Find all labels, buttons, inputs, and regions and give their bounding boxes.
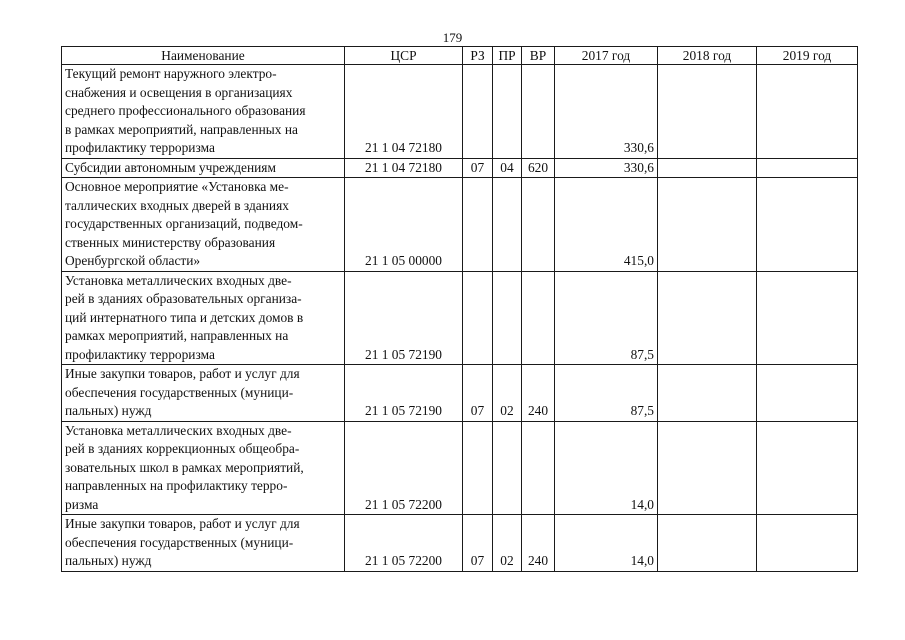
cell-2017: 415,0 bbox=[555, 178, 658, 272]
cell-name: Основное мероприятие «Установка ме- таллических входных дверей в зданиях государственных организаций, подведом- ственных министерству образования Оренбургской области» bbox=[62, 178, 345, 272]
cell-2019 bbox=[757, 65, 858, 159]
cell-rz bbox=[463, 271, 493, 365]
cell-rz bbox=[463, 65, 493, 159]
cell-pr bbox=[493, 271, 522, 365]
cell-vr bbox=[522, 421, 555, 515]
cell-vr: 240 bbox=[522, 515, 555, 572]
cell-vr: 240 bbox=[522, 365, 555, 422]
header-name: Наименование bbox=[62, 47, 345, 65]
cell-name: Установка металлических входных две- рей в зданиях коррекционных общеобра- зовательных школ в рамках мероприятий, направленных на профилактику терро- ризма bbox=[62, 421, 345, 515]
cell-rz: 07 bbox=[463, 515, 493, 572]
cell-rz: 07 bbox=[463, 158, 493, 178]
cell-pr: 02 bbox=[493, 515, 522, 572]
cell-pr bbox=[493, 178, 522, 272]
cell-pr bbox=[493, 421, 522, 515]
cell-pr: 02 bbox=[493, 365, 522, 422]
cell-name: Текущий ремонт наружного электро- снабжения и освещения в организациях среднего профессионального образования в рамках мероприятий, направленных на профилактику терроризма bbox=[62, 65, 345, 159]
cell-csr: 21 1 05 72190 bbox=[345, 271, 463, 365]
header-pr: ПР bbox=[493, 47, 522, 65]
table-row bbox=[62, 421, 858, 515]
header-csr: ЦСР bbox=[345, 47, 463, 65]
cell-2017: 330,6 bbox=[555, 65, 658, 159]
cell-rz bbox=[463, 178, 493, 272]
cell-2018 bbox=[658, 421, 757, 515]
header-row bbox=[62, 47, 858, 65]
cell-2018 bbox=[658, 515, 757, 572]
cell-2018 bbox=[658, 65, 757, 159]
cell-2017: 87,5 bbox=[555, 271, 658, 365]
table-row bbox=[62, 365, 858, 422]
cell-csr: 21 1 05 72190 bbox=[345, 365, 463, 422]
cell-rz bbox=[463, 421, 493, 515]
page-number: 179 bbox=[442, 30, 463, 45]
header-2019: 2019 год bbox=[757, 47, 858, 65]
cell-2019 bbox=[757, 178, 858, 272]
cell-rz: 07 bbox=[463, 365, 493, 422]
cell-2018 bbox=[658, 178, 757, 272]
table-row bbox=[62, 515, 858, 572]
budget-table bbox=[61, 46, 858, 572]
header-rz: РЗ bbox=[463, 47, 493, 65]
cell-2017: 14,0 bbox=[555, 515, 658, 572]
cell-pr: 04 bbox=[493, 158, 522, 178]
cell-2019 bbox=[757, 365, 858, 422]
cell-csr: 21 1 05 72200 bbox=[345, 421, 463, 515]
cell-2017: 330,6 bbox=[555, 158, 658, 178]
cell-csr: 21 1 04 72180 bbox=[345, 158, 463, 178]
header-vr: ВР bbox=[522, 47, 555, 65]
cell-name: Установка металлических входных две- рей в зданиях образовательных организа- ций интернатного типа и детских домов в рамках мероприятий, направленных на профилактику терроризма bbox=[62, 271, 345, 365]
cell-csr: 21 1 05 00000 bbox=[345, 178, 463, 272]
header-2017: 2017 год bbox=[555, 47, 658, 65]
table-row bbox=[62, 158, 858, 178]
cell-csr: 21 1 05 72200 bbox=[345, 515, 463, 572]
cell-2019 bbox=[757, 271, 858, 365]
table-row bbox=[62, 271, 858, 365]
cell-2018 bbox=[658, 365, 757, 422]
cell-2019 bbox=[757, 158, 858, 178]
table-row bbox=[62, 65, 858, 159]
cell-name: Субсидии автономным учреждениям bbox=[62, 158, 345, 178]
cell-vr: 620 bbox=[522, 158, 555, 178]
cell-2018 bbox=[658, 158, 757, 178]
header-2018: 2018 год bbox=[658, 47, 757, 65]
cell-csr: 21 1 04 72180 bbox=[345, 65, 463, 159]
cell-vr bbox=[522, 65, 555, 159]
cell-2018 bbox=[658, 271, 757, 365]
cell-name: Иные закупки товаров, работ и услуг для обеспечения государственных (муници- пальных) нужд bbox=[62, 365, 345, 422]
cell-2019 bbox=[757, 515, 858, 572]
cell-vr bbox=[522, 178, 555, 272]
cell-2019 bbox=[757, 421, 858, 515]
cell-2017: 87,5 bbox=[555, 365, 658, 422]
table-row bbox=[62, 178, 858, 272]
cell-2017: 14,0 bbox=[555, 421, 658, 515]
cell-pr bbox=[493, 65, 522, 159]
cell-vr bbox=[522, 271, 555, 365]
cell-name: Иные закупки товаров, работ и услуг для обеспечения государственных (муници- пальных) нужд bbox=[62, 515, 345, 572]
